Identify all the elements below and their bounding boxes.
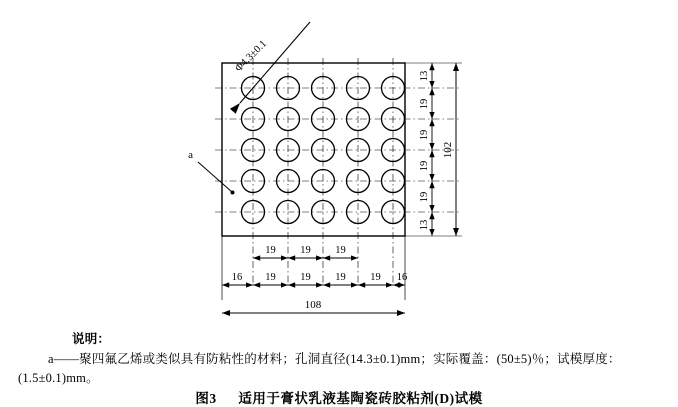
right-dim-1: 13 <box>419 70 430 82</box>
bottom-dim-4: 19 <box>335 272 346 283</box>
notes-line-2: (1.5±0.1)mm。 <box>18 371 99 385</box>
figure-caption-text: 适用于膏状乳液基陶瓷砖胶粘剂(D)试模 <box>238 391 483 406</box>
right-dim-6: 13 <box>419 219 430 231</box>
overall-height-dimension <box>442 63 456 236</box>
notes-line-1: a——聚四氟乙烯或类似具有防粘性的材料；孔洞直径(14.3±0.1)mm；实际覆盖：(50±5)％；试模厚度： <box>48 352 621 366</box>
notes-title: 说明： <box>72 332 111 346</box>
right-dim-4: 19 <box>419 160 430 172</box>
extension-lines-bottom <box>222 236 405 300</box>
figure-number: 图3 <box>195 391 217 406</box>
bottom-dim-5: 19 <box>370 272 381 283</box>
bottom-dim-6: 16 <box>396 272 408 283</box>
overall-width-label: 108 <box>304 299 322 311</box>
inner-dim-3: 19 <box>335 245 346 256</box>
mould-outline <box>222 63 405 236</box>
right-dim-2: 19 <box>419 98 430 110</box>
bottom-dimension-chain <box>222 272 407 285</box>
bottom-dim-1: 16 <box>231 272 243 283</box>
overall-width-dimension <box>222 299 405 313</box>
material-marker-label: a <box>188 149 193 161</box>
figure-caption <box>0 387 678 407</box>
overall-height-label: 102 <box>442 141 454 159</box>
hole-diameter-label: Φ4.3±0.1 <box>233 38 270 75</box>
bottom-dim-3: 19 <box>300 272 311 283</box>
material-leader <box>188 149 234 195</box>
bottom-dim-2: 19 <box>265 272 276 283</box>
right-dim-5: 19 <box>419 191 430 203</box>
inner-dim-2: 19 <box>300 245 311 256</box>
inner-dim-1: 19 <box>265 245 276 256</box>
inner-dimension-chain <box>253 245 358 258</box>
right-dim-3: 19 <box>419 129 430 141</box>
